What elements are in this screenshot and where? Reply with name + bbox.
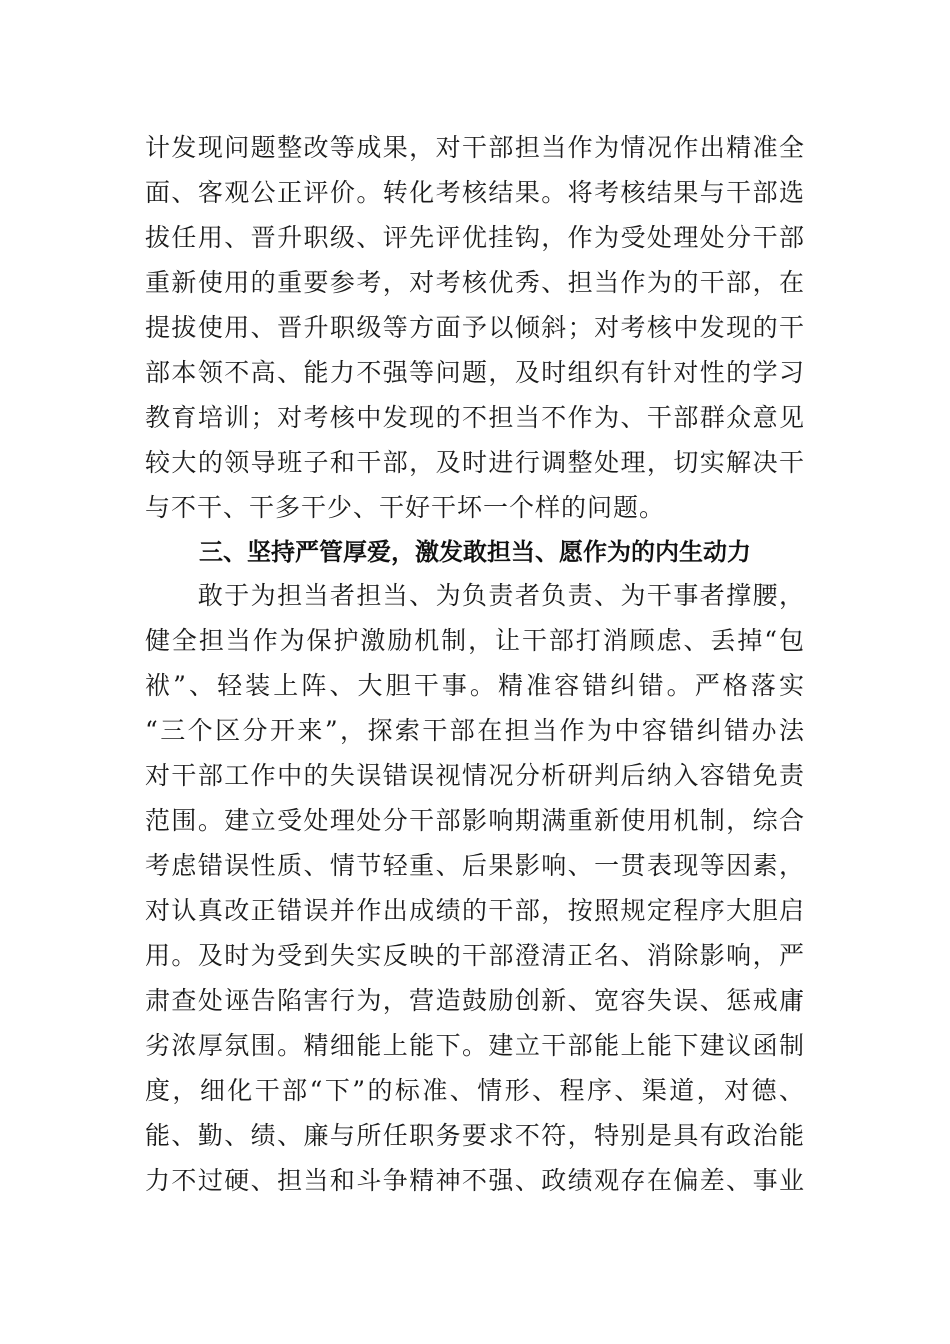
paragraph-line: 教育培训；对考核中发现的不担当不作为、干部群众意见 [145, 403, 805, 432]
paragraph-line: 较大的领导班子和干部，及时进行调整处理，切实解决干 [145, 448, 805, 477]
paragraph-line: 健全担当作为保护激励机制，让干部打消顾虑、丢掉“包 [145, 626, 805, 655]
paragraph-line: 敢于为担当者担当、为负责者负责、为干事者撑腰， [145, 581, 805, 610]
paragraph-line: 用。及时为受到失实反映的干部澄清正名、消除影响，严 [145, 941, 805, 970]
paragraph-line: 力不过硬、担当和斗争精神不强、政绩观存在偏差、事业 [145, 1166, 805, 1195]
paragraph-line: 范围。建立受处理处分干部影响期满重新使用机制，综合 [145, 806, 805, 835]
paragraph-line: 拔任用、晋升职级、评先评优挂钩，作为受处理处分干部 [145, 223, 805, 252]
paragraph-line: 提拔使用、晋升职级等方面予以倾斜；对考核中发现的干 [145, 313, 805, 342]
paragraph-line: 对干部工作中的失误错误视情况分析研判后纳入容错免责 [145, 761, 805, 790]
paragraph-line: 面、客观公正评价。转化考核结果。将考核结果与干部选 [145, 178, 805, 207]
paragraph-line: 度，细化干部“下”的标准、情形、程序、渠道，对德、 [145, 1076, 805, 1105]
paragraph-line: 对认真改正错误并作出成绩的干部，按照规定程序大胆启 [145, 896, 805, 925]
paragraph-line: 重新使用的重要参考，对考核优秀、担当作为的干部，在 [145, 268, 805, 297]
paragraph-line: 劣浓厚氛围。精细能上能下。建立干部能上能下建议函制 [145, 1031, 805, 1060]
paragraph-line: 考虑错误性质、情节轻重、后果影响、一贯表现等因素， [145, 851, 805, 880]
paragraph-line: 袱”、轻装上阵、大胆干事。精准容错纠错。严格落实 [145, 671, 805, 700]
paragraph-line: 部本领不高、能力不强等问题，及时组织有针对性的学习 [145, 358, 805, 387]
paragraph-line: 能、勤、绩、廉与所任职务要求不符，特别是具有政治能 [145, 1121, 805, 1150]
paragraph-line: 与不干、干多干少、干好干坏一个样的问题。 [145, 493, 666, 522]
section-heading: 三、坚持严管厚爱，激发敢担当、愿作为的内生动力 [199, 538, 751, 566]
paragraph-line: 计发现问题整改等成果，对干部担当作为情况作出精准全 [145, 133, 805, 162]
paragraph-line: “三个区分开来”，探索干部在担当作为中容错纠错办法 [145, 716, 805, 745]
paragraph-line: 肃查处诬告陷害行为，营造鼓励创新、宽容失误、惩戒庸 [145, 986, 805, 1015]
